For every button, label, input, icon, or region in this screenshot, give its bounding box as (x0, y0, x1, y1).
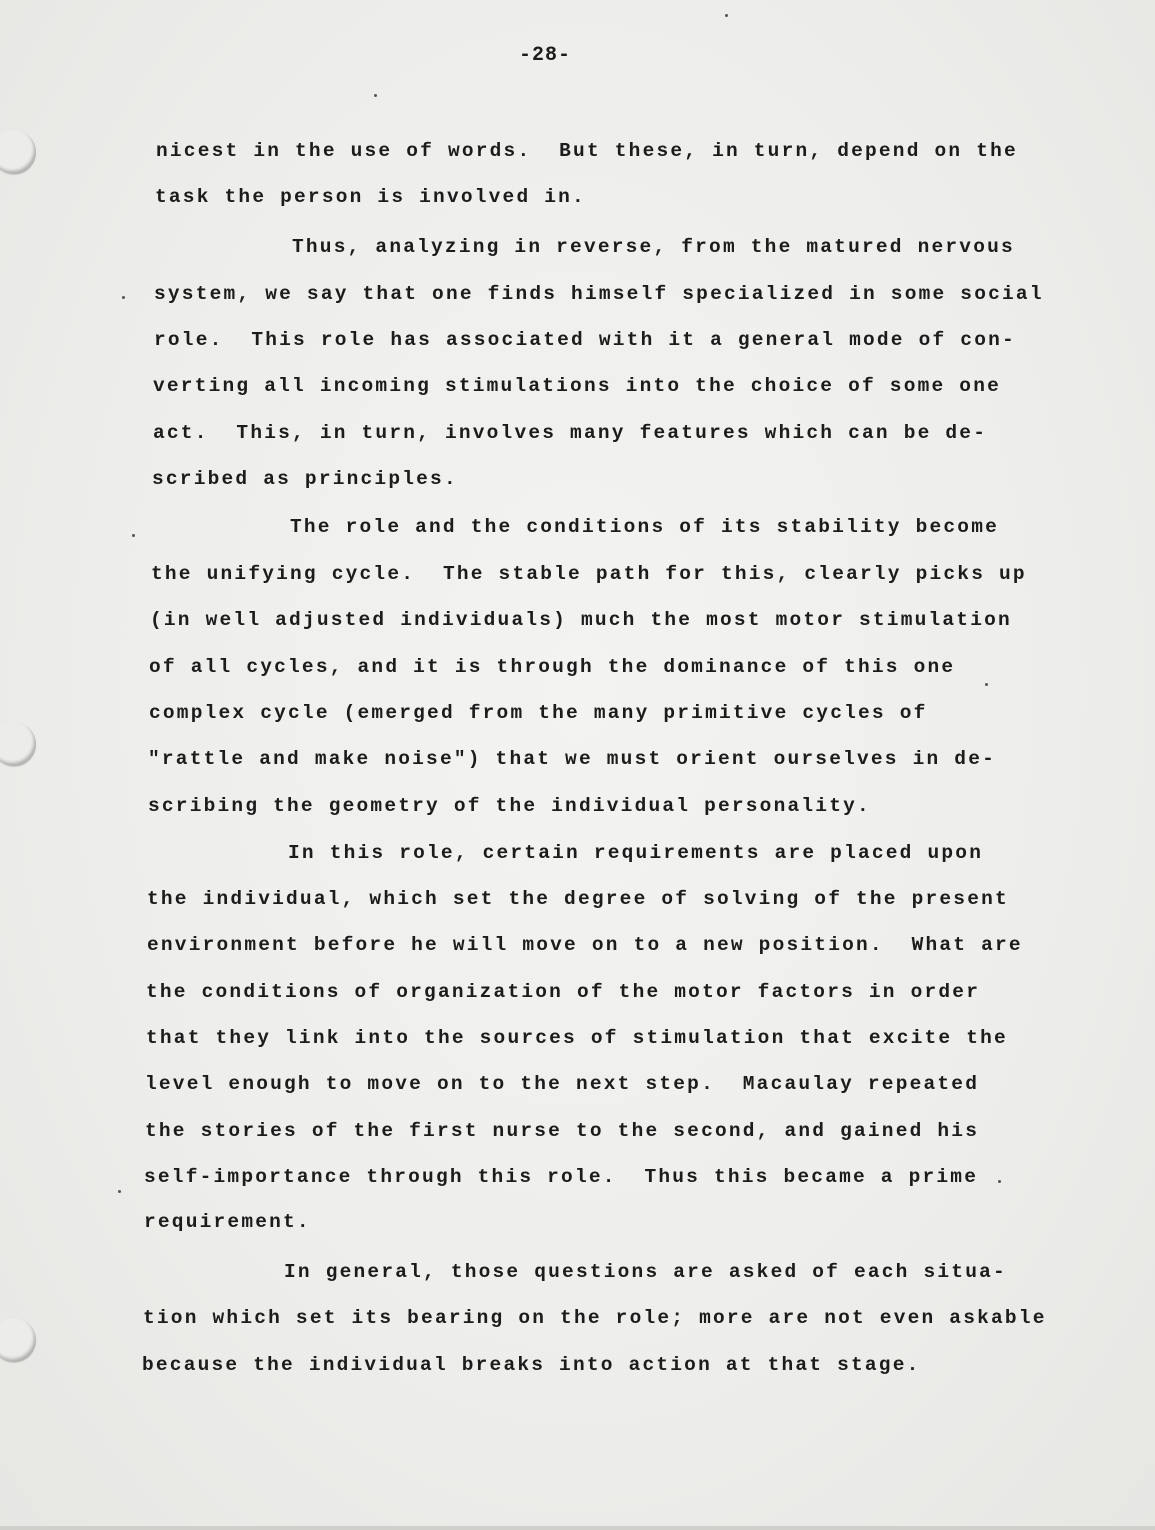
text-line: of all cycles, and it is through the dominance of this one (149, 656, 956, 678)
text-line: nicest in the use of words. But these, in turn, depend on the (156, 140, 1018, 162)
page-bottom-edge (0, 1526, 1155, 1530)
text-line: self-importance through this role. Thus this became a prime (144, 1166, 979, 1188)
text-line: (in well adjusted individuals) much the most motor stimulation (150, 609, 1012, 631)
text-line: system, we say that one finds himself specialized in some social (154, 283, 1044, 305)
text-line: because the individual breaks into action at that stage. (142, 1354, 921, 1376)
paragraph-start-line: In general, those questions are asked of each situa- (284, 1261, 1007, 1283)
paper-speck (132, 534, 135, 537)
paper-speck (998, 1180, 1001, 1183)
binder-hole-top (0, 130, 36, 174)
paper-speck (725, 14, 728, 17)
text-line: requirement. (144, 1211, 311, 1233)
text-line: task the person is involved in. (155, 186, 586, 208)
paragraph-start-line: In this role, certain requirements are placed upon (288, 842, 984, 864)
text-line: complex cycle (emerged from the many primitive cycles of (149, 702, 928, 724)
paragraph-start-line: Thus, analyzing in reverse, from the matured nervous (292, 236, 1015, 258)
paragraph-start-line: The role and the conditions of its stability become (290, 516, 999, 538)
text-line: the stories of the first nurse to the second, and gained his (145, 1120, 980, 1142)
text-line: the unifying cycle. The stable path for this, clearly picks up (151, 563, 1027, 585)
text-line: "rattle and make noise") that we must orient ourselves in de- (148, 748, 997, 770)
paper-speck (985, 683, 988, 686)
text-line: verting all incoming stimulations into the choice of some one (153, 375, 1002, 397)
binder-hole-bottom (0, 1318, 36, 1362)
text-line: scribed as principles. (152, 468, 458, 490)
text-line: environment before he will move on to a new position. What are (147, 934, 1023, 956)
text-line: the conditions of organization of the motor factors in order (146, 981, 981, 1003)
binder-hole-middle (0, 722, 36, 766)
text-line: role. This role has associated with it a general mode of con- (154, 329, 1016, 351)
paper-speck (122, 296, 125, 299)
text-line: act. This, in turn, involves many features which can be de- (153, 422, 988, 444)
text-line: scribing the geometry of the individual personality. (148, 795, 871, 817)
text-line: that they link into the sources of stimulation that excite the (146, 1027, 1008, 1049)
text-line: tion which set its bearing on the role; more are not even askable (143, 1307, 1047, 1329)
paper-speck (118, 1190, 121, 1193)
paper-speck (374, 94, 377, 97)
text-line: level enough to move on to the next step. Macaulay repeated (145, 1073, 980, 1095)
text-line: the individual, which set the degree of solving of the present (147, 888, 1009, 910)
page-number: -28- (518, 44, 571, 67)
